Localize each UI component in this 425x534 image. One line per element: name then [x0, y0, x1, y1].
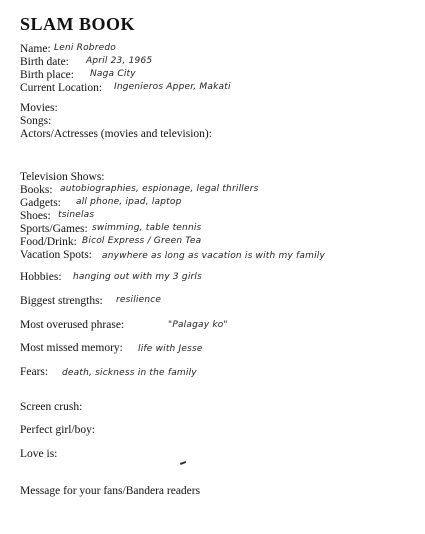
books-label: Books:	[20, 184, 53, 196]
birth-date-label: Birth date:	[20, 56, 69, 68]
tv-shows-label: Television Shows:	[20, 171, 105, 183]
screen-crush-label: Screen crush:	[20, 401, 83, 413]
message-label: Message for your fans/Bandera readers	[20, 485, 201, 497]
strengths-label: Biggest strengths:	[20, 295, 103, 307]
hobbies-label: Hobbies:	[20, 271, 62, 283]
fears-label: Fears:	[20, 366, 49, 378]
birth-place-label: Birth place:	[20, 69, 74, 81]
memory-value: life with Jesse	[138, 344, 203, 354]
songs-label: Songs:	[20, 115, 52, 127]
name-label: Name:	[20, 43, 51, 55]
gadgets-label: Gadgets:	[20, 197, 61, 209]
page-title: SLAM BOOK	[20, 14, 136, 34]
name-value: Leni Robredo	[54, 43, 116, 53]
current-location-label: Current Location:	[20, 82, 103, 94]
birth-date-value: April 23, 1965	[86, 56, 153, 66]
sports-label: Sports/Games:	[20, 223, 88, 235]
vacation-label: Vacation Spots:	[20, 249, 92, 261]
actors-label: Actors/Actresses (movies and television):	[20, 128, 212, 140]
love-label: Love is:	[20, 448, 58, 460]
pen-mark	[180, 461, 186, 465]
shoes-value: tsinelas	[58, 210, 95, 220]
food-label: Food/Drink:	[20, 236, 77, 248]
movies-label: Movies:	[20, 102, 58, 114]
birth-place-value: Naga City	[90, 69, 136, 79]
gadgets-value: all phone, ipad, laptop	[76, 197, 182, 207]
phrase-label: Most overused phrase:	[20, 319, 125, 331]
food-value: Bicol Express / Green Tea	[82, 236, 202, 246]
current-location-value: Ingenieros Apper, Makati	[114, 82, 231, 92]
books-value: autobiographies, espionage, legal thrillers	[60, 184, 259, 194]
sports-value: swimming, table tennis	[92, 223, 202, 233]
memory-label: Most missed memory:	[20, 342, 123, 354]
fears-value: death, sickness in the family	[62, 368, 197, 378]
shoes-label: Shoes:	[20, 210, 51, 222]
phrase-value: "Palagay ko"	[168, 320, 228, 330]
perfect-label: Perfect girl/boy:	[20, 424, 96, 436]
vacation-value: anywhere as long as vacation is with my family	[102, 251, 326, 261]
hobbies-value: hanging out with my 3 girls	[73, 272, 203, 282]
strengths-value: resilience	[116, 295, 162, 305]
